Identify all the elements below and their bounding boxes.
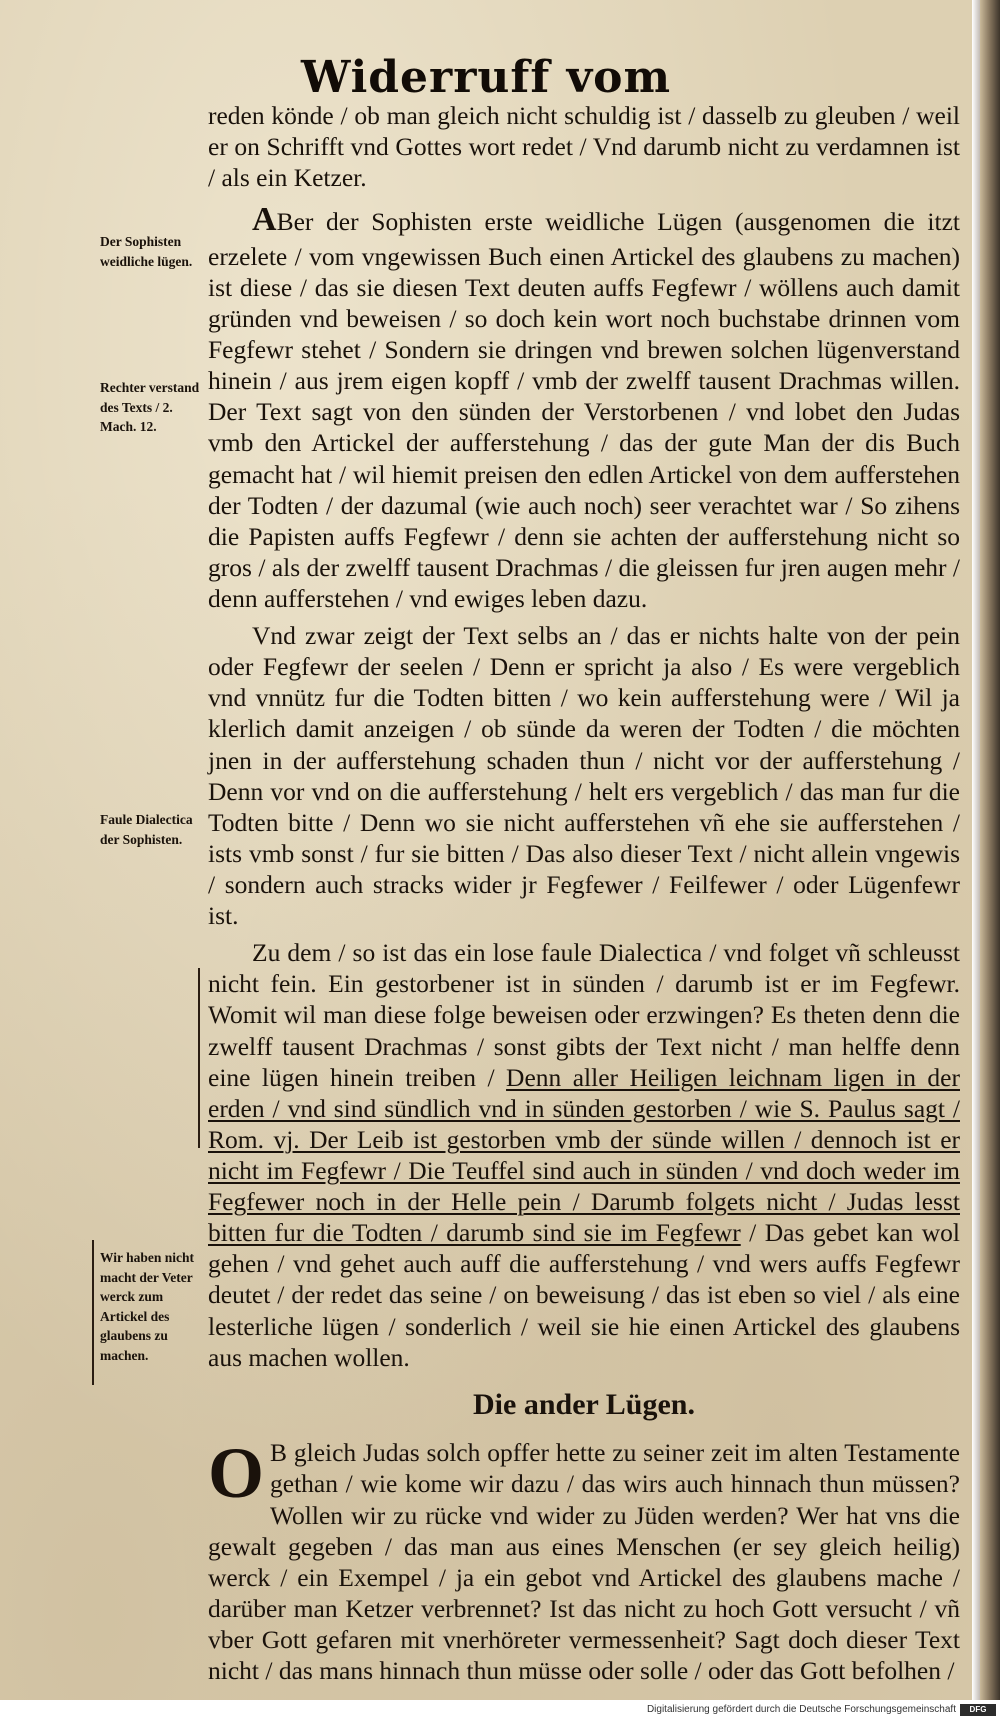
paragraph-4-lead: Zu dem / so ist das ein lose faule Dialectica / vnd folget vñ schleusst nicht fein. Ein gestorbener ist in sünden / darumb ist er im Fegfewr. Womit wil man diese folge beweisen oder erzwingen? Es theten denn die zwelff tausent Drachmas / sonst gibts der Text nicht / man helffe denn eine lügen hinein treiben / [208,938,960,1092]
main-text-block [208,100,960,1692]
margin-note-veter-werck: Wir haben nicht macht der Veter werck zum Artickel des glaubens zu machen. [100,1250,195,1363]
paragraph-4 [208,937,960,1373]
paragraph-5-text: B gleich Judas solch opffer hette zu seiner zeit im alten Testamente gethan / wie kome wir dazu / das wirs auch hinnach thun müssen? Wollen wir zu rücke vnd wider zu Jüden werden? Wer hat vns die gewalt gegeben / das man aus eines Menschen (er sey gleich heilig) werck / ein Exempel / ja ein gebot vnd Artickel des glaubens mache / darüber man Ketzer verbrennet? Ist das nicht zu hoch Gott versucht / vñ vber Gott gefaren mit vnerhöreter vermessenheit? Sagt doch dieser Text nicht / das mans hinnach thun müsse oder solle / oder das Gott befolhen / [208,1438,960,1686]
paragraph-2-text: Ber der Sophisten erste weidliche Lügen (ausgenomen die itzt erzelete / vom vngewissen Buch einen Artickel des glaubens zu machen) ist diese / das sie diesen Text deuten auffs Fegfewr / wöllens auch damit gründen vnd beweisen / so doch kein wort noch buchstabe drinnen vom Fegfewr stehet / Sondern sie dringen vnd brewen solchen lügenverstand hinein / aus jrem eigen kopff / vmb der zwelff tausent Drachmas willen. Der Text sagt von den sünden der Verstorbenen / vnd lobet den Judas vmb den Artickel der aufferstehung / das der gute Man der dis Buch gemacht hat / wil hiemit preisen den edlen Artickel von dem aufferstehen der Todten / der dazumal (wie auch noch) seer verachtet war / So zihens die Papisten auffs Fegfewr / denn sie achten der aufferstehung nicht so gros / als der zwelff tausent Drachmas / die gleissen fur jren augen mehr / denn aufferstehen / vnd ewiges leben dazu. [208,207,960,613]
margin-note-faule-dialectica: Faule Dialectica der Sophisten. [100,812,193,847]
underlined-passage: Denn aller Heiligen leichnam ligen in der erden / vnd sind sündlich vnd in sünden gestorben / wie S. Paulus sagt / Rom. vj. Der Leib ist gestorben vmb der sünde willen / dennoch ist er nicht im Fegfewr / Die Teuffel sind auch in sünden / vnd doch weder im Fegfewer noch in der Helle pein / Darumb folgets nicht / Judas lesst bitten fur die Todten / darumb sind sie im Fegfewr [208,1062,960,1248]
section-heading: Die ander Lügen. [473,1387,695,1421]
paragraph-4-tail: / Das gebet kan wol gehen / vnd gehet auch auff die aufferstehung / vnd wers auffs Fegfewr deutet / der redet das seine / on beweisung / das ist eben so viel / als eine lesterliche lügen / sonderlich / weil sie hie einen Artickel des glaubens aus machen wollen. [208,1218,961,1372]
paragraph-1: reden könde / ob man gleich nicht schuldig ist / dasselb zu gleuben / weil er on Schrifft vnd Gottes wort redet / Vnd darumb nicht zu verdamnen ist / als ein Ketzer. [208,101,960,193]
paragraph-3: Vnd zwar zeigt der Text selbs an / das er nichts halte von der pein oder Fegfewr der seelen / Denn er spricht ja also / Es were vergeblich vnd vnnütz fur die Todten bitten / wo kein aufferstehung were / Wil ja klerlich damit anzeigen / ob sünde da weren der Todten / die möchten jnen in der aufferstehung schaden thun / nicht vor der aufferstehung / Denn vor vnd on die aufferstehung / helt ers vergeblich / das man fur die Todten bitte / Denn wo sie nicht aufferstehen vñ ehe sie aufferstehen / ists vmb sonst / fur sie bitten / Das also dieser Text / nicht allein vngewis / sondern auch stracks wider jr Fegfewer / Feilfewer / oder Lügenfewr ist. [208,621,960,931]
margin-note-sophisten-luegen: Der Sophisten weidliche lügen. [100,234,193,269]
margin-note-rechter-verstand: Rechter verstand des Texts / 2. Mach. 12. [100,380,200,435]
page-gutter-shadow [972,0,980,1700]
footer-bar [0,1700,1000,1720]
footer-credit: Digitalisierung gefördert durch die Deutsche Forschungsgemeinschaft [646,1704,956,1715]
initial-letter-o: O [208,1433,265,1514]
book-gutter [980,0,1000,1700]
paragraph-5 [208,1433,960,1686]
running-head: Widerruff vom [300,52,672,103]
initial-letter-a: A [252,201,277,239]
paragraph-2 [208,199,960,614]
dfg-logo: DFG [960,1704,996,1716]
